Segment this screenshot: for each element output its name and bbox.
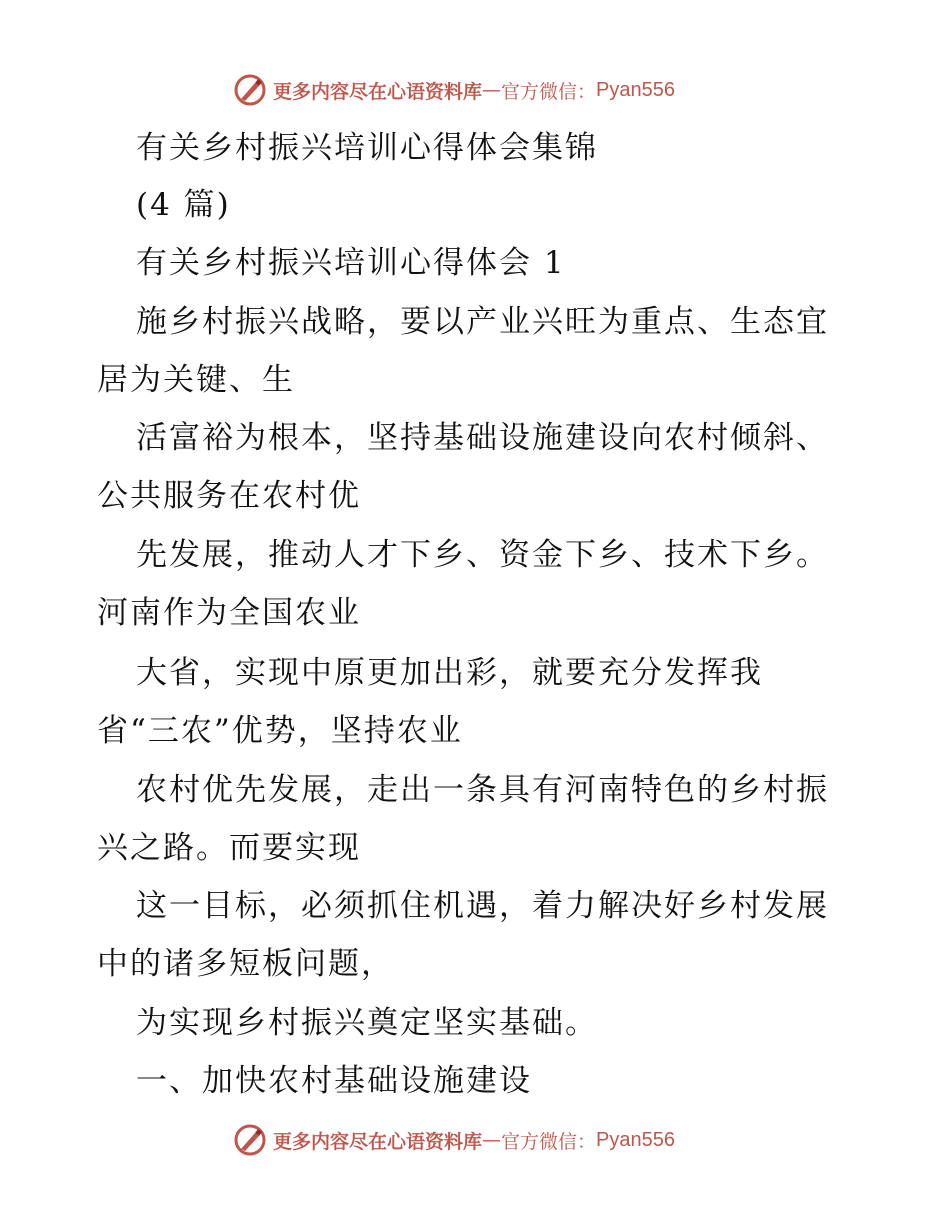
footer-banner	[233, 1122, 675, 1158]
body-line: 先发展，推动人才下乡、资金下乡、技术下乡。	[136, 537, 829, 573]
body-line: 这一目标，必须抓住机遇，着力解决好乡村发展	[136, 888, 829, 924]
body-line: 河南作为全国农业	[97, 595, 361, 631]
doc-title-line2: (4 篇)	[136, 187, 231, 223]
banner-main-text: 更多内容尽在心语资料库	[273, 1130, 483, 1153]
pen-logo-icon	[233, 73, 267, 107]
body-line: 省“三农”优势，坚持农业	[97, 713, 463, 749]
banner-wechat-id: Pyan556	[596, 1128, 675, 1151]
banner-wechat-id: Pyan556	[596, 78, 675, 101]
doc-title-line1: 有关乡村振兴培训心得体会集锦	[136, 130, 598, 166]
body-line: 为实现乡村振兴奠定坚实基础。	[136, 1005, 598, 1041]
body-line: 施乡村振兴战略，要以产业兴旺为重点、生态宜	[136, 304, 829, 340]
banner-dash: —	[482, 1129, 502, 1151]
body-line: 农村优先发展，走出一条具有河南特色的乡村振	[136, 772, 829, 808]
body-line: 活富裕为根本，坚持基础设施建设向农村倾斜、	[136, 420, 829, 456]
banner-main-text: 更多内容尽在心语资料库	[273, 80, 483, 103]
header-banner	[233, 72, 675, 108]
banner-dash: —	[482, 79, 502, 101]
body-line: 一、加快农村基础设施建设	[136, 1063, 532, 1099]
section-heading: 有关乡村振兴培训心得体会 1	[136, 245, 566, 281]
banner-wechat-label: 官方微信：	[501, 1130, 597, 1153]
body-line: 公共服务在农村优	[97, 478, 361, 514]
pen-logo-icon	[233, 1123, 267, 1157]
body-line: 中的诸多短板问题，	[97, 946, 394, 982]
body-line: 兴之路。而要实现	[97, 830, 361, 866]
body-line: 居为关键、生	[97, 362, 295, 398]
body-line: 大省，实现中原更加出彩，就要充分发挥我	[136, 655, 763, 691]
banner-wechat-label: 官方微信：	[501, 80, 597, 103]
